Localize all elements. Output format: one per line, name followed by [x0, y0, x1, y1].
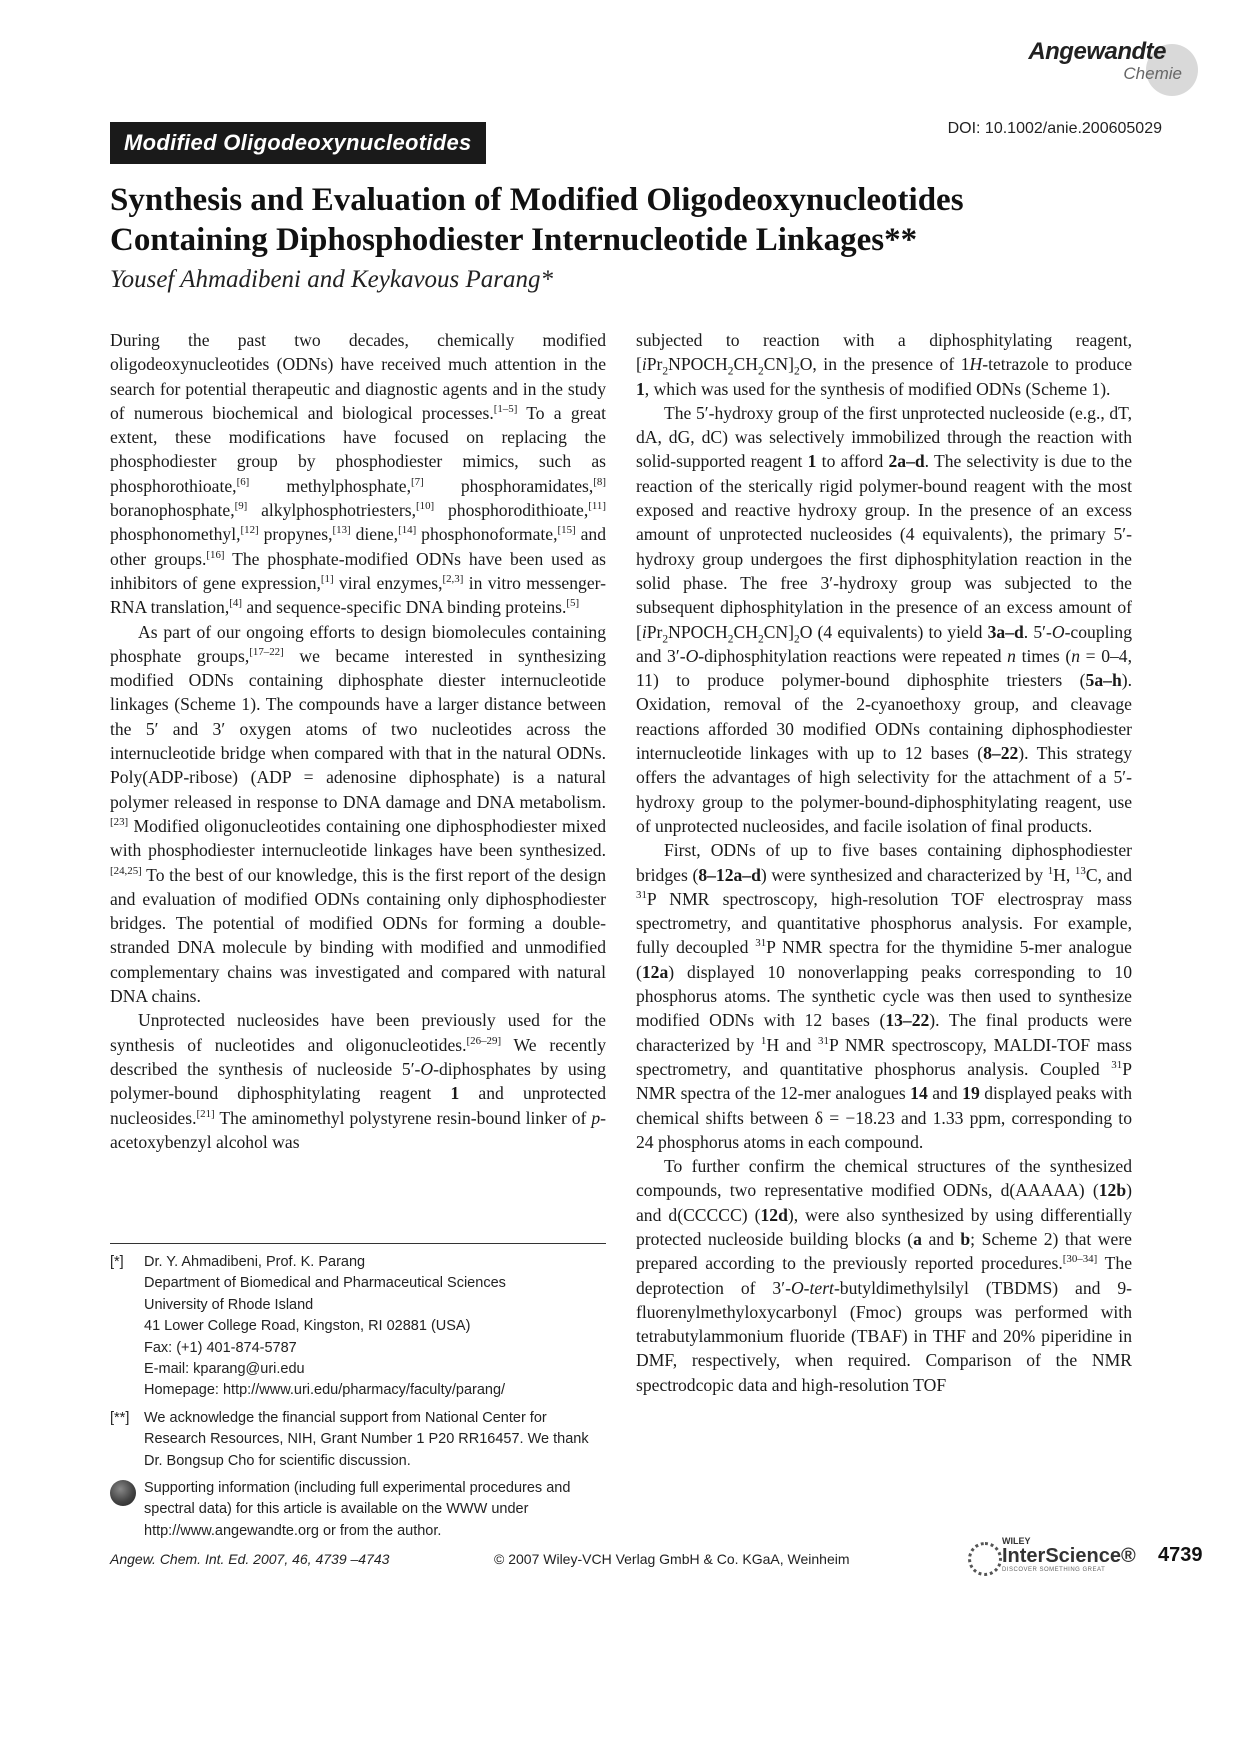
affil-line: Department of Biomedical and Pharmaceutical Sciences	[144, 1275, 506, 1292]
publisher-brand: InterScience®	[1002, 1545, 1136, 1567]
footnote-rule	[110, 1243, 606, 1244]
article-title	[110, 180, 1130, 260]
authors: Yousef Ahmadibeni and Keykavous Parang*	[110, 266, 554, 293]
footnote-mark: [**]	[110, 1409, 130, 1426]
supporting-info-icon	[110, 1480, 136, 1506]
affil-homepage: Homepage: http://www.uri.edu/pharmacy/faculty/parang/	[144, 1382, 506, 1399]
body-column-right	[636, 328, 1132, 1397]
section-label: Modified Oligodeoxynucleotides	[110, 122, 486, 164]
affiliation-footnote	[110, 1252, 606, 1402]
paragraph: During the past two decades, chemically modified oligodeoxynucleotides (ODNs) have received much attention in the search for potential therapeutic and diagnostic agents and in the study of numerous biochemical and biological processes.[1–5] To a great extent, these modifications have focused on replacing the phosphodiester group by phosphodiester mimics, such as phosphorothioate,[6] methylphosphate,[7] phosphoramidates,[8] boranophosphate,[9] alkylphosphotriesters,[10] phosphorodithioate,[11] phosphonomethyl,[12] propynes,[13] diene,[14] phosphonoformate,[15] and other groups.[16] The phosphate-modified ODNs have been used as inhibitors of gene expression,[1] viral enzymes,[2,3] in vitro messenger-RNA translation,[4] and sequence-specific DNA binding proteins.[5]	[110, 330, 607, 618]
publisher-small: WILEY	[1002, 1536, 1031, 1546]
body-column-left	[110, 328, 606, 1154]
title-line-2: Containing Diphosphodiester Internucleotide Linkages**	[110, 222, 918, 258]
title-line-1: Synthesis and Evaluation of Modified Oligodeoxynucleotides	[110, 182, 964, 218]
footnotes	[110, 1252, 606, 1548]
paragraph: As part of our ongoing efforts to design biomolecules containing phosphate groups,[17–22] we became interested in synthesizing modified ODNs containing diphosphate diester internucleotide linkages (Scheme 1). The compounds have a larger distance between the 5′ and 3′ oxygen atoms of two nucleotides across the internucleotide bridge when compared with that in the natural ODNs. Poly(ADP-ribose) (ADP = adenosine diphosphate) is a natural polymer released in response to DNA damage and DNA metabolism.[23] Modified oligonucleotides containing one diphosphodiester mixed with phosphodiester internucleotide linkages have been synthesized.[24,25] To the best of our knowledge, this is the first report of the design and evaluation of modified ODNs containing only diphosphodiester bridges. The potential of modified ODNs for forming a double-stranded DNA molecule by binding with modified and unmodified complementary chains was investigated and compared with natural DNA chains.	[110, 621, 607, 1007]
acknowledgement-footnote	[110, 1408, 606, 1472]
paragraph: First, ODNs of up to five bases containing diphosphodiester bridges (8–12a–d) were synthesized and characterized by $^1$H, $^{13}$C, and $^{31}$P NMR spectroscopy, high-resolution TOF electrospray mass spectrometry, and quantitative phosphorus analysis. For example, fully decoupled $^{31}$P NMR spectra for the thymidine 5-mer analogue (12a) displayed 10 nonoverlapping peaks corresponding to 10 phosphorus atoms. The synthetic cycle was then used to synthesize modified ODNs with 12 bases (13–22). The final products were characterized by $^1$H and $^{31}$P NMR spectroscopy, MALDI-TOF mass spectrometry, and quantitative phosphorus analysis. Coupled $^{31}$P NMR spectra of the 12-mer analogues 14 and 19 displayed peaks with chemical shifts between δ = −18.23 and 1.33 ppm, corresponding to 24 phosphorus atoms in each compound.	[636, 840, 1133, 1152]
journal-logo	[1030, 34, 1210, 94]
supporting-info-text: Supporting information (including full experimental procedures and spectral data) for this article is available on the WWW under http://www.angewandte.org or from the author.	[144, 1480, 571, 1539]
paragraph: Unprotected nucleosides have been previously used for the synthesis of nucleotides and oligonucleotides.[26–29] We recently described the synthesis of nucleoside 5′-O-diphosphates by using polymer-bound diphosphitylating reagent 1 and unprotected nucleosides.[21] The aminomethyl polystyrene resin-bound linker of p-acetoxybenzyl alcohol was	[110, 1010, 607, 1152]
page-number: 4739	[1158, 1544, 1203, 1566]
interscience-ring-icon	[968, 1542, 1002, 1576]
affil-line: University of Rhode Island	[144, 1296, 314, 1313]
paragraph: To further confirm the chemical structures of the synthesized compounds, two representative modified ODNs, d(AAAAA) (12b) and d(CCCCC) (12d), were also synthesized by using differentially protected nucleoside building blocks (a and b; Scheme 2) that were prepared according to the previously reported procedures.[30–34] The deprotection of 3′-O-tert-butyldimethylsilyl (TBDMS) and 9-fluorenylmethyloxycarbonyl (Fmoc) groups was performed with tetrabutylammonium fluoride (TBAF) in THF and 20% piperidine in DMF, respectively, when required. Comparison of the NMR spectrodcopic data and high-resolution TOF	[636, 1156, 1132, 1395]
copyright: © 2007 Wiley-VCH Verlag GmbH & Co. KGaA, Weinheim	[494, 1551, 850, 1567]
citation-text: Angew. Chem. Int. Ed. 2007, 46, 4739 –4743	[110, 1551, 390, 1567]
footnote-mark: [*]	[110, 1254, 124, 1270]
acknowledgement-text: We acknowledge the financial support from National Center for Research Resources, NIH, Grant Number 1 P20 RR16457. We thank Dr. Bongsup Cho for scientific discussion.	[144, 1409, 589, 1469]
publisher-tagline: DISCOVER SOMETHING GREAT	[1002, 1567, 1106, 1573]
paragraph: subjected to reaction with a diphosphitylating reagent, $[iPr_2NPOCH_2CH_2CN]_2O$, in the presence of 1H-tetrazole to produce 1, which was used for the synthesis of modified ODNs (Scheme 1).	[636, 330, 1132, 399]
paragraph: The 5′-hydroxy group of the first unprotected nucleoside (e.g., dT, dA, dG, dC) was selectively immobilized through the reaction with solid-supported reagent 1 to afford 2a–d. The selectivity is due to the reaction of the sterically rigid polymer-bound reagent with the most exposed and reactive hydroxy group. In the presence of an excess amount of unprotected nucleosides (4 equivalents), the primary 5′-hydroxy group undergoes the first diphosphitylation reaction in the solid phase. The free 3′-hydroxy group was subjected to the subsequent diphosphitylation in the presence of an excess amount of $[iPr_2NPOCH_2CH_2CN]_2O$ (4 equivalents) to yield 3a–d. 5′-O-coupling and 3′-O-diphosphitylation reactions were repeated n times (n = 0–4, 11) to produce polymer-bound diphosphite triesters (5a–h). Oxidation, removal of the 2-cyanoethoxy group, and cleavage reactions afforded 30 modified ODNs containing diphosphodiester internucleotide linkages with up to 12 bases (8–22). This strategy offers the advantages of high selectivity for the attachment of a 5′-hydroxy group to the polymer-bound-diphosphitylating reagent, use of unprotected nucleosides, and facile isolation of final products.	[636, 402, 1133, 836]
journal-name: Angewandte	[1028, 38, 1166, 65]
journal-subname: Chemie	[1123, 64, 1182, 83]
affil-line: Fax: (+1) 401-874-5787	[144, 1339, 297, 1356]
journal-citation	[110, 1551, 389, 1567]
affil-line: Dr. Y. Ahmadibeni, Prof. K. Parang	[144, 1254, 366, 1270]
supporting-info-footnote	[110, 1478, 606, 1542]
interscience-logo	[968, 1536, 1136, 1576]
doi: DOI: 10.1002/anie.200605029	[947, 120, 1162, 137]
affil-line: 41 Lower College Road, Kingston, RI 02881 (USA)	[144, 1318, 471, 1335]
affil-email: E-mail: kparang@uri.edu	[144, 1361, 305, 1378]
